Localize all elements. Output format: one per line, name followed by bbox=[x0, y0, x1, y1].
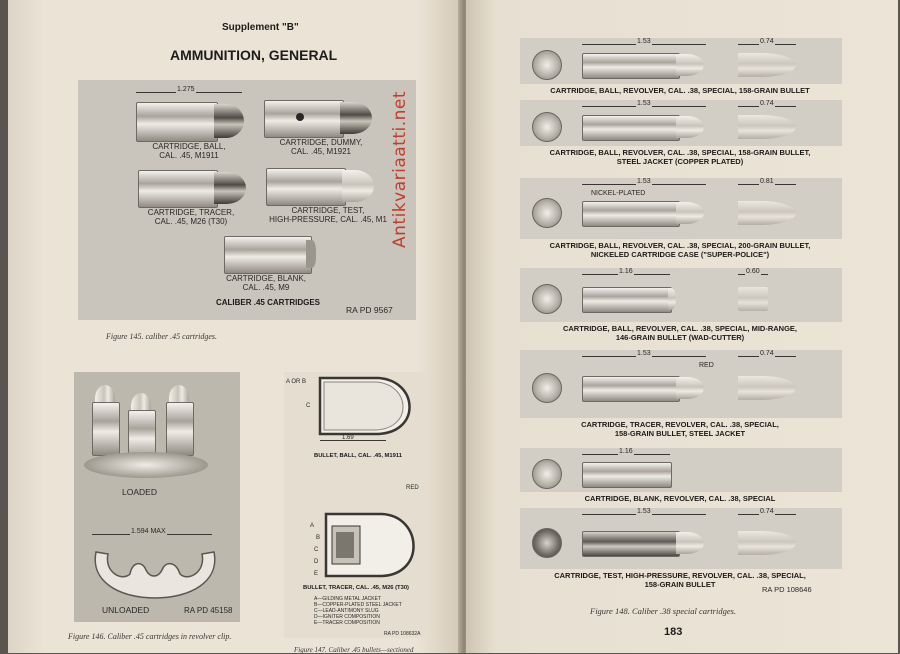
loaded-clip-base bbox=[84, 452, 208, 478]
cartridge-tracer-case bbox=[138, 170, 218, 208]
cartridge-label: CARTRIDGE, TEST, HIGH-PRESSURE, REVOLVER, CAL. .38, SPECIAL, 158-GRAIN BULLET bbox=[554, 571, 806, 589]
marker-c: C bbox=[306, 403, 311, 409]
cartridge-bullet bbox=[676, 116, 704, 138]
case-dimension-label: 1.53 bbox=[637, 100, 651, 107]
separate-bullet bbox=[738, 376, 796, 400]
blank-crimp bbox=[306, 240, 316, 268]
letter-b: B bbox=[316, 535, 321, 541]
cartridge-ball-case bbox=[136, 102, 218, 142]
cartridge-head bbox=[532, 284, 562, 314]
label-blank: CARTRIDGE, BLANK, CAL. .45, M9 bbox=[226, 274, 306, 292]
cartridge-bullet bbox=[676, 202, 704, 224]
cartridge-case bbox=[582, 462, 672, 488]
cartridge-photo bbox=[520, 38, 842, 84]
cartridge-dummy-bullet bbox=[340, 102, 372, 134]
cartridge-head bbox=[532, 459, 562, 489]
legend-item: C—LEAD-ANTIMONY SLUG bbox=[314, 608, 379, 614]
label-test: CARTRIDGE, TEST, HIGH-PRESSURE, CAL. .45, M1 bbox=[269, 206, 387, 224]
cartridge-bullet bbox=[676, 532, 704, 554]
dimension-label: 1.275 bbox=[177, 86, 195, 93]
cartridge-photo bbox=[520, 448, 842, 492]
bullet-dimension-label: 0.74 bbox=[760, 100, 774, 107]
cartridge-test-bullet bbox=[342, 170, 374, 202]
case-note: NICKEL-PLATED bbox=[591, 190, 646, 197]
bullet-dimension-label: 0.74 bbox=[760, 38, 774, 45]
max-dimension-label: 1.594 MAX bbox=[131, 528, 166, 535]
separate-bullet bbox=[738, 531, 796, 555]
figure-147-drawing bbox=[284, 372, 428, 638]
cartridge-row bbox=[500, 100, 860, 170]
letter-a: A bbox=[310, 523, 315, 529]
dummy-hole bbox=[296, 113, 304, 121]
ra-number-148: RA PD 108646 bbox=[762, 585, 812, 594]
bullet-dimension-label: 0.81 bbox=[760, 178, 774, 185]
bullet-dimension-label: 0.74 bbox=[760, 508, 774, 515]
letter-e: E bbox=[314, 571, 319, 577]
cartridge-blank bbox=[224, 236, 312, 274]
cartridge-head bbox=[532, 528, 562, 558]
label-loaded: LOADED bbox=[122, 487, 157, 497]
cartridge-row bbox=[500, 38, 860, 98]
caption-tracer-bullet: BULLET, TRACER, CAL. .45, M26 (T30) bbox=[303, 585, 409, 591]
cartridge-case bbox=[582, 376, 680, 402]
figure-145-caption: Figure 145. caliber .45 cartridges. bbox=[106, 332, 218, 341]
cartridge-head bbox=[532, 112, 562, 142]
letter-c: C bbox=[314, 547, 319, 553]
cartridge-photo bbox=[520, 268, 842, 322]
cartridge-tracer-bullet bbox=[214, 172, 246, 204]
legend-item: D—IGNITER COMPOSITION bbox=[314, 614, 380, 620]
separate-bullet bbox=[738, 53, 796, 77]
cartridge-photo bbox=[520, 100, 842, 146]
page-title: AMMUNITION, GENERAL bbox=[170, 47, 338, 63]
ball-dimension-label: 1.69 bbox=[342, 435, 354, 441]
case-dimension-label: 1.53 bbox=[637, 38, 651, 45]
watermark: Antikvariaatti.net bbox=[390, 90, 410, 248]
label-red: RED bbox=[406, 485, 419, 491]
cartridge-row bbox=[500, 350, 860, 442]
cartridge-label: CARTRIDGE, BALL, REVOLVER, CAL. .38, SPECIAL, 200-GRAIN BULLET, NICKELED CARTRIDGE CASE ("SUPER-POLICE") bbox=[549, 241, 811, 259]
right-page bbox=[466, 0, 898, 653]
ball-bullet-section bbox=[318, 376, 424, 436]
bullet-dimension-label: 0.74 bbox=[760, 350, 774, 357]
case-dimension-label: 1.16 bbox=[619, 448, 633, 455]
cartridge-bullet bbox=[668, 288, 676, 310]
case-dimension-label: 1.53 bbox=[637, 178, 651, 185]
cartridge-row bbox=[500, 448, 860, 506]
photo-title: CALIBER .45 CARTRIDGES bbox=[215, 298, 320, 307]
caption-ball-bullet: BULLET, BALL, CAL. .45, M1911 bbox=[314, 453, 402, 459]
page-header: Supplement "B" bbox=[222, 22, 299, 33]
legend-item: E—TRACER COMPOSITION bbox=[314, 620, 380, 626]
page-number: 183 bbox=[664, 626, 683, 638]
cartridge-case bbox=[582, 531, 680, 557]
cartridge-case bbox=[582, 287, 672, 313]
cartridge-row bbox=[500, 268, 860, 346]
figure-147-caption: Figure 147. Caliber .45 bullets—sectioned bbox=[294, 646, 414, 654]
cartridge-photo bbox=[520, 178, 842, 239]
figure-148-caption: Figure 148. Caliber .38 special cartridges. bbox=[590, 606, 737, 616]
case-note: RED bbox=[699, 362, 714, 369]
ra-number-145: RA PD 9567 bbox=[346, 305, 393, 315]
case-dimension-label: 1.53 bbox=[637, 508, 651, 515]
cartridge-case bbox=[582, 201, 680, 227]
cartridge-label: CARTRIDGE, BALL, REVOLVER, CAL. .38, SPECIAL, MID-RANGE, 146-GRAIN BULLET (WAD-CUTTER) bbox=[562, 324, 798, 342]
tracer-bullet-section bbox=[324, 512, 424, 578]
cartridge-dummy-case bbox=[264, 100, 344, 138]
legend-item: B—COPPER-PLATED STEEL JACKET bbox=[314, 602, 402, 608]
cartridge-test-case bbox=[266, 168, 346, 206]
cartridge-bullet bbox=[676, 377, 704, 399]
legend bbox=[314, 596, 402, 626]
cartridge-head bbox=[532, 198, 562, 228]
label-ball: CARTRIDGE, BALL, CAL. .45, M1911 bbox=[152, 142, 226, 160]
letter-d: D bbox=[314, 559, 319, 565]
figure-145-photo bbox=[78, 80, 416, 320]
legend-item: A—GILDING METAL JACKET bbox=[314, 596, 381, 602]
cartridge-case bbox=[582, 115, 680, 141]
cartridge-label: CARTRIDGE, BALL, REVOLVER, CAL. .38, SPECIAL, 158-GRAIN BULLET bbox=[550, 86, 810, 95]
cartridge-label: CARTRIDGE, TRACER, REVOLVER, CAL. .38, SPECIAL, 158-GRAIN BULLET, STEEL JACKET bbox=[581, 420, 779, 438]
ra-number-146: RA PD 45158 bbox=[184, 606, 233, 615]
label-tracer: CARTRIDGE, TRACER, CAL. .45, M26 (T30) bbox=[147, 208, 235, 226]
cartridge-photo bbox=[520, 350, 842, 418]
figure-146-photo bbox=[74, 372, 240, 622]
marker-a-or-b: A OR B bbox=[286, 379, 307, 385]
cartridge-row bbox=[500, 508, 860, 593]
cartridge-label: CARTRIDGE, BALL, REVOLVER, CAL. .38, SPECIAL, 158-GRAIN BULLET, STEEL JACKET (COPPER PLATED) bbox=[549, 148, 811, 166]
separate-bullet bbox=[738, 115, 796, 139]
label-dummy: CARTRIDGE, DUMMY, CAL. .45, M1921 bbox=[279, 138, 363, 156]
unloaded-clip-drawing bbox=[90, 542, 220, 600]
case-dimension-label: 1.16 bbox=[619, 268, 633, 275]
loaded-case-1 bbox=[92, 402, 120, 456]
cartridge-photo bbox=[520, 508, 842, 569]
ra-number-147: RA PD 108632A bbox=[384, 631, 421, 637]
cartridge-ball-bullet bbox=[214, 104, 244, 138]
cartridge-row bbox=[500, 178, 860, 263]
cartridge-head bbox=[532, 50, 562, 80]
label-unloaded: UNLOADED bbox=[102, 605, 150, 615]
cartridge-label: CARTRIDGE, BLANK, REVOLVER, CAL. .38, SPECIAL bbox=[584, 494, 776, 503]
cartridge-head bbox=[532, 373, 562, 403]
loaded-case-3 bbox=[166, 402, 194, 456]
case-dimension-label: 1.53 bbox=[637, 350, 651, 357]
cartridge-case bbox=[582, 53, 680, 79]
separate-bullet bbox=[738, 201, 796, 225]
figure-146-caption: Figure 146. Caliber .45 cartridges in revolver clip. bbox=[68, 632, 232, 641]
separate-bullet bbox=[738, 287, 768, 311]
bullet-dimension-label: 0.60 bbox=[746, 268, 760, 275]
cartridge-bullet bbox=[676, 54, 704, 76]
